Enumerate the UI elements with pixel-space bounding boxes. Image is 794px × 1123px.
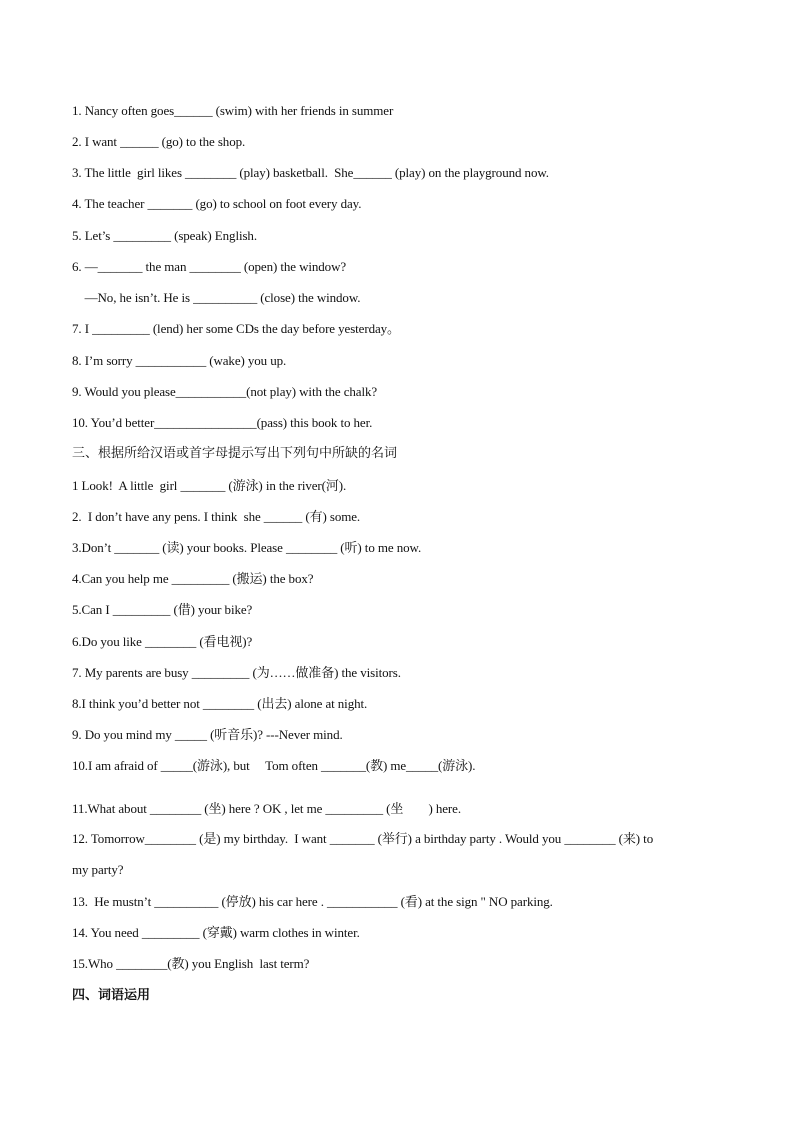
exercise-line: 6.Do you like ________ (看电视)? [72,634,253,649]
exercise-line: 7. My parents are busy _________ (为……做准备) the visitors. [72,665,401,680]
exercise-line: 1 Look! A little girl _______ (游泳) in the river(河). [72,478,347,493]
exercise-line: 15.Who ________(教) you English last term? [72,956,310,971]
exercise-line: 9. Do you mind my _____ (听音乐)? ---Never mind. [72,727,343,742]
exercise-line: 3. The little girl likes ________ (play) basketball. She______ (play) on the playground now. [72,165,549,180]
exercise-line: 11.What about ________ (坐) here ? OK , let me _________ (坐 ) here. [72,801,461,816]
exercise-line: 1. Nancy often goes______ (swim) with her friends in summer [72,103,394,118]
exercise-line: my party? [72,862,124,877]
exercise-line: 10.I am afraid of _____(游泳), but Tom often _______(教) me_____(游泳). [72,758,476,773]
exercise-line: 10. You’d better________________(pass) this book to her. [72,415,373,430]
section-heading: 四、词语运用 [72,988,151,1003]
exercise-line: 8.I think you’d better not ________ (出去) alone at night. [72,696,368,711]
exercise-line: 7. I _________ (lend) her some CDs the day before yesterday。 [72,321,400,336]
exercise-line: 4.Can you help me _________ (搬运) the box? [72,571,314,586]
exercise-line: 6. —_______ the man ________ (open) the window? [72,259,347,274]
exercise-line: 13. He mustn’t __________ (停放) his car here . ___________ (看) at the sign " NO parking. [72,894,553,909]
exercise-line: 4. The teacher _______ (go) to school on foot every day. [72,196,362,211]
exercise-line: 2. I want ______ (go) to the shop. [72,134,246,149]
exercise-line: 14. You need _________ (穿戴) warm clothes in winter. [72,925,360,940]
exercise-line: 5. Let’s _________ (speak) English. [72,228,257,243]
exercise-line: 8. I’m sorry ___________ (wake) you up. [72,353,287,368]
exercise-line: 9. Would you please___________(not play) with the chalk? [72,384,378,399]
exercise-line: —No, he isn’t. He is __________ (close) the window. [72,290,361,305]
exercise-line: 5.Can I _________ (借) your bike? [72,602,253,617]
exercise-line: 2. I don’t have any pens. I think she ______ (有) some. [72,509,361,524]
section-heading: 三、根据所给汉语或首字母提示写出下列句中所缺的名词 [72,446,398,461]
exercise-line: 12. Tomorrow________ (是) my birthday. I want _______ (举行) a birthday party . Would you ________ (来) to [72,831,654,846]
exercise-line: 3.Don’t _______ (读) your books. Please ________ (听) to me now. [72,540,422,555]
